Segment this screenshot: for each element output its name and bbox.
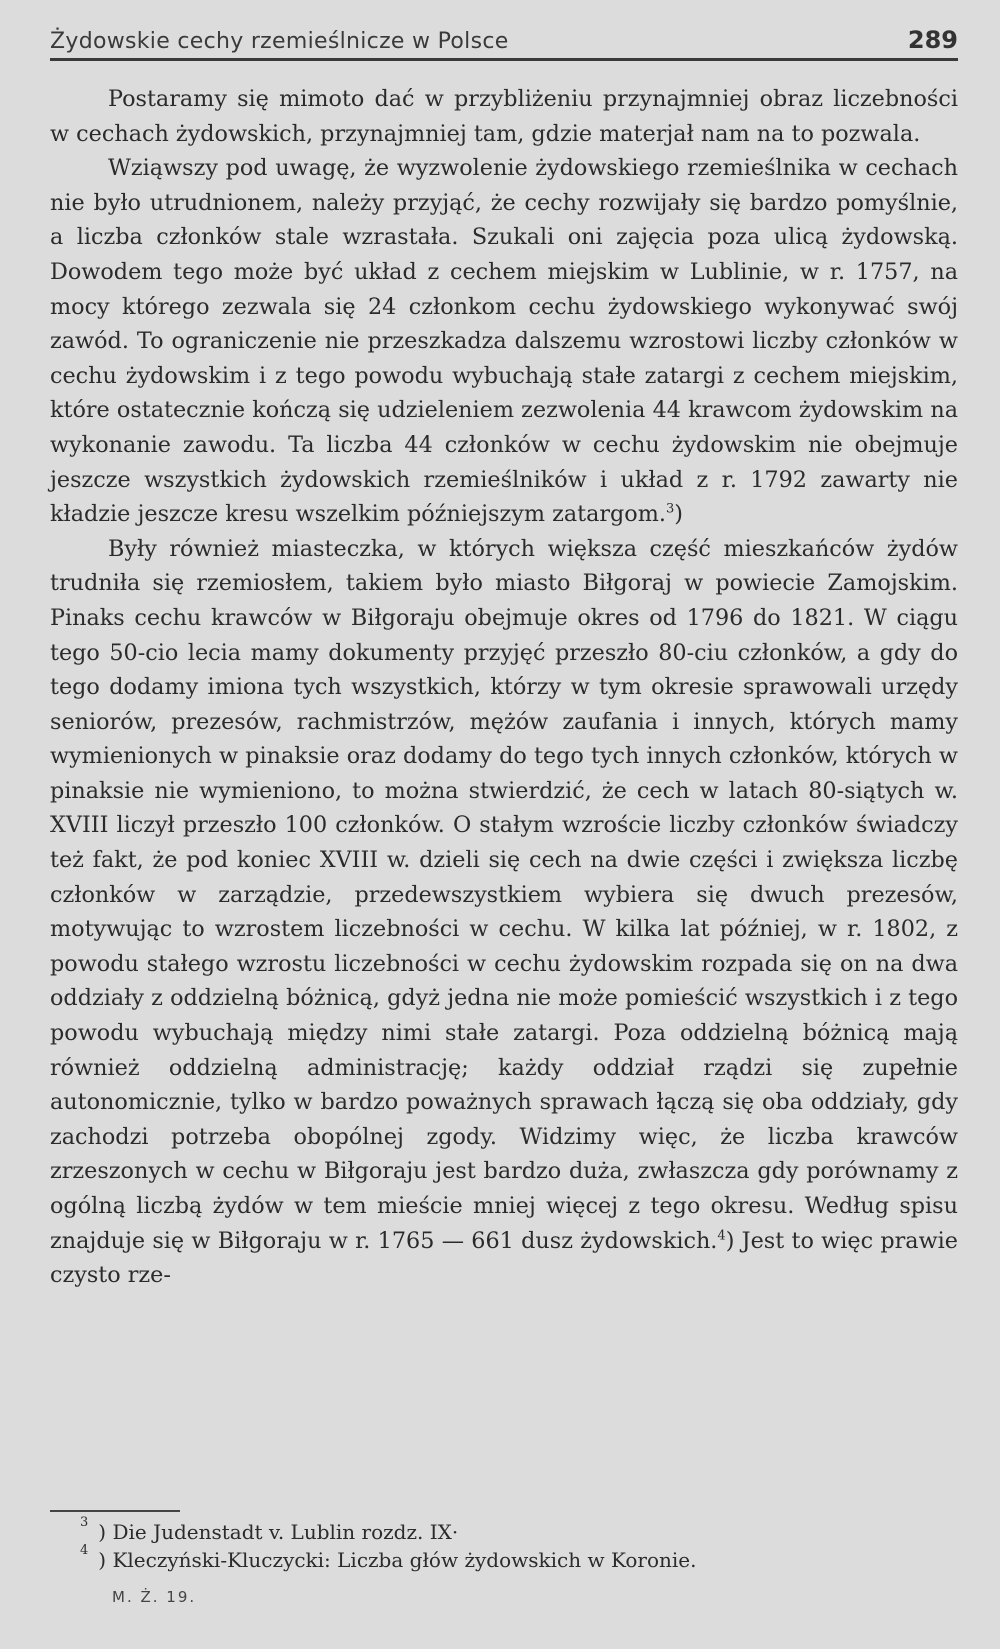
running-title: Żydowskie cechy rzemieślnicze w Polsce: [50, 29, 509, 54]
body-text: [50, 82, 958, 1293]
paragraph-3-text: Były również miasteczka, w których większa część mieszkańców żydów trudniła się rzemiosłem, takiem było miasto Biłgoraj w powiecie Zamojskim. Pinaks cechu krawców w Biłgoraju obejmuje okres od 1796 do 1821. W ciągu tego 50-cio lecia mamy dokumenty przyjęć przeszło 80-ciu członków, a gdy do tego dodamy imiona tych wszystkich, którzy w tym okresie sprawowali urzędy seniorów, prezesów, rachmistrzów, mężów zaufania i innych, których mamy wymienionych w pinaksie oraz dodamy do tego tych innych członków, których w pinaksie nie wymieniono, to można stwierdzić, że cech w latach 80-siątych w. XVIII liczył przeszło 100 członków. O stałym wzroście liczby członków świadczy też fakt, że pod koniec XVIII w. dzieli się cech na dwie części i zwiększa liczbę członków w zarządzie, przedewszystkiem wybiera się dwuch prezesów, motywując to wzrostem liczebności w cechu. W kilka lat później, w r. 1802, z powodu stałego wzrostu liczebności w cechu żydowskim rozpada się on na dwa oddziały z oddzielną bóżnicą, gdyż jedna nie może pomieścić wszystkich i z tego powodu wybuchają między nimi stałe zatargi. Poza oddzielną bóżnicą mają również oddzielną administrację; każdy oddział rządzi się zupełnie autonomicznie, tylko w bardzo poważnych sprawach łączą się oba oddziały, gdy zachodzi potrzeba obopólnej zgody. Widzimy więc, że liczba krawców zrzeszonych w cechu w Biłgoraju jest bardzo duża, zwłaszcza gdy porównamy z ogólną liczbą żydów w tem mieście mniej więcej z tego okresu. Według spisu znajduje się w Biłgoraju w r. 1765 — 661 dusz żydowskich.: [50, 535, 958, 1254]
paragraph-2-text: Wziąwszy pod uwagę, że wyzwolenie żydowskiego rzemieślnika w cechach nie było utrudnionem, należy przyjąć, że cechy rozwijały się bardzo pomyślnie, a liczba członków stale wzrastała. Szukali oni zajęcia poza ulicą żydowską. Dowodem tego może być układ z cechem miejskim w Lublinie, w r. 1757, na mocy którego zezwala się 24 członkom cechu żydowskiego wykonywać swój zawód. To ograniczenie nie przeszkadza dalszemu wzrostowi liczby członków w cechu żydowskim i z tego powodu wybuchają stałe zatargi z cechem miejskim, które ostatecznie kończą się udzieleniem zezwolenia 44 krawcom żydowskim na wykonanie zawodu. Ta liczba 44 członków w cechu żydowskim nie obejmuje jeszcze wszystkich żydowskich rzemieślników i układ z r. 1792 zawarty nie kładzie jeszcze kresu wszelkim późniejszym zatargom.: [50, 155, 958, 528]
footnotes: [80, 1515, 958, 1574]
paragraph-3: [50, 532, 958, 1293]
footnote-text: ) Kleczyński-Kluczycki: Liczba głów żydowskich w Koronie.: [98, 1548, 697, 1572]
footnote-4: [80, 1543, 958, 1574]
printer-signature: M. Ż. 19.: [112, 1588, 197, 1606]
footnote-mark: 3: [80, 1515, 89, 1530]
footnote-ref-3: 3: [665, 501, 675, 517]
paragraph-3-tail: ) Jest to więc prawie czysto rze-: [50, 1227, 958, 1289]
footnote-ref-4: 4: [717, 1228, 726, 1244]
paragraph-1: Postaramy się mimoto dać w przybliżeniu przynajmniej obraz liczebności w cechach żydowskich, przynajmniej tam, gdzie materjał nam na to pozwala.: [50, 86, 958, 147]
footnote-3: [80, 1515, 958, 1546]
footnote-rule: [50, 1510, 180, 1512]
footnote-text: ) Die Judenstadt v. Lublin rozdz. IX·: [98, 1520, 459, 1544]
page-number: 289: [907, 26, 958, 54]
paragraph-2: [50, 151, 958, 532]
footnote-mark: 4: [80, 1543, 89, 1558]
running-head: [50, 14, 958, 61]
paragraph-2-tail: ): [674, 501, 683, 528]
